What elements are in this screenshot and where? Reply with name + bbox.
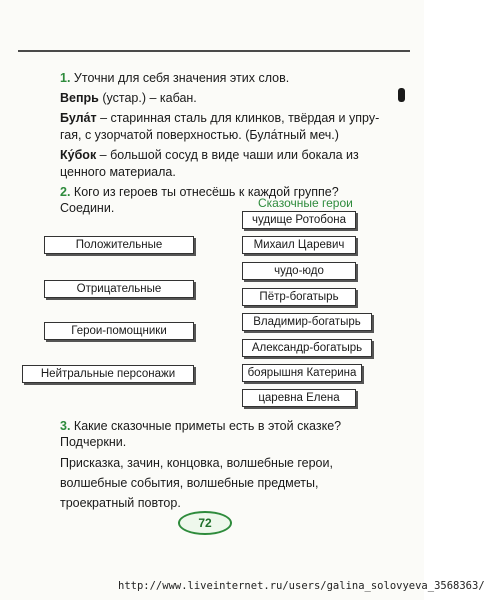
footer-url: http://www.liveinternet.ru/users/galina_solovyeva_3568363/	[118, 580, 485, 592]
hero-box[interactable]: боярышня Катерина	[242, 364, 362, 382]
task1-number: 1.	[60, 71, 71, 85]
entry-vepr	[60, 90, 197, 107]
task3-heading	[60, 418, 341, 435]
task2-number: 2.	[60, 185, 71, 199]
task3-answers-line1[interactable]: Присказка, зачин, концовка, волшебные герои,	[60, 456, 333, 470]
task1-instruction: Уточни для себя значения этих слов.	[73, 71, 290, 85]
task3-answers-line3[interactable]: троекратный повтор.	[60, 496, 181, 510]
group-box[interactable]: Нейтральные персонажи	[22, 365, 194, 383]
hero-box[interactable]: чудо-юдо	[242, 262, 356, 280]
entry-definition: – большой сосуд в виде чаши или бокала из	[96, 148, 359, 162]
entry-kubok-cont	[60, 164, 176, 181]
hero-box[interactable]: чудище Ротобона	[242, 211, 356, 229]
top-divider	[18, 50, 410, 52]
entry-definition: (устар.) – кабан.	[98, 91, 197, 105]
hero-box[interactable]: Пётр-богатырь	[242, 288, 356, 306]
hero-box[interactable]: Александр-богатырь	[242, 339, 372, 357]
group-box[interactable]: Отрицательные	[44, 280, 194, 298]
hero-box[interactable]: Михаил Царевич	[242, 236, 356, 254]
entry-term: Ку́бок	[60, 148, 97, 162]
entry-term: Була́т	[60, 111, 97, 125]
task2-line2: Соедини.	[60, 201, 115, 215]
task3-number: 3.	[60, 419, 71, 433]
group-box[interactable]: Герои-помощники	[44, 322, 194, 340]
entry-definition: ценного материала.	[60, 165, 176, 179]
entry-bulat-cont	[60, 127, 339, 144]
task3-line1: Какие сказочные приметы есть в этой сказке?	[73, 419, 342, 433]
task3-line2: Подчеркни.	[60, 435, 127, 449]
entry-bulat	[60, 110, 379, 127]
hero-box[interactable]: Владимир-богатырь	[242, 313, 372, 331]
margin-mark	[398, 88, 405, 102]
entry-definition: гая, с узорчатой поверхностью. (Була́тный меч.)	[60, 128, 339, 142]
entry-kubok	[60, 147, 359, 164]
hero-box[interactable]: царевна Елена	[242, 389, 356, 407]
group-box[interactable]: Положительные	[44, 236, 194, 254]
heroes-header: Сказочные герои	[258, 196, 353, 210]
entry-term: Вепрь	[60, 91, 99, 105]
task2-line1: Кого из героев ты отнесёшь к каждой группе?	[73, 185, 339, 199]
page-number: 72	[178, 511, 232, 535]
task3-answers-line2[interactable]: волшебные события, волшебные предметы,	[60, 476, 319, 490]
entry-definition: – старинная сталь для клинков, твёрдая и упру-	[96, 111, 380, 125]
task1-heading	[60, 70, 289, 87]
